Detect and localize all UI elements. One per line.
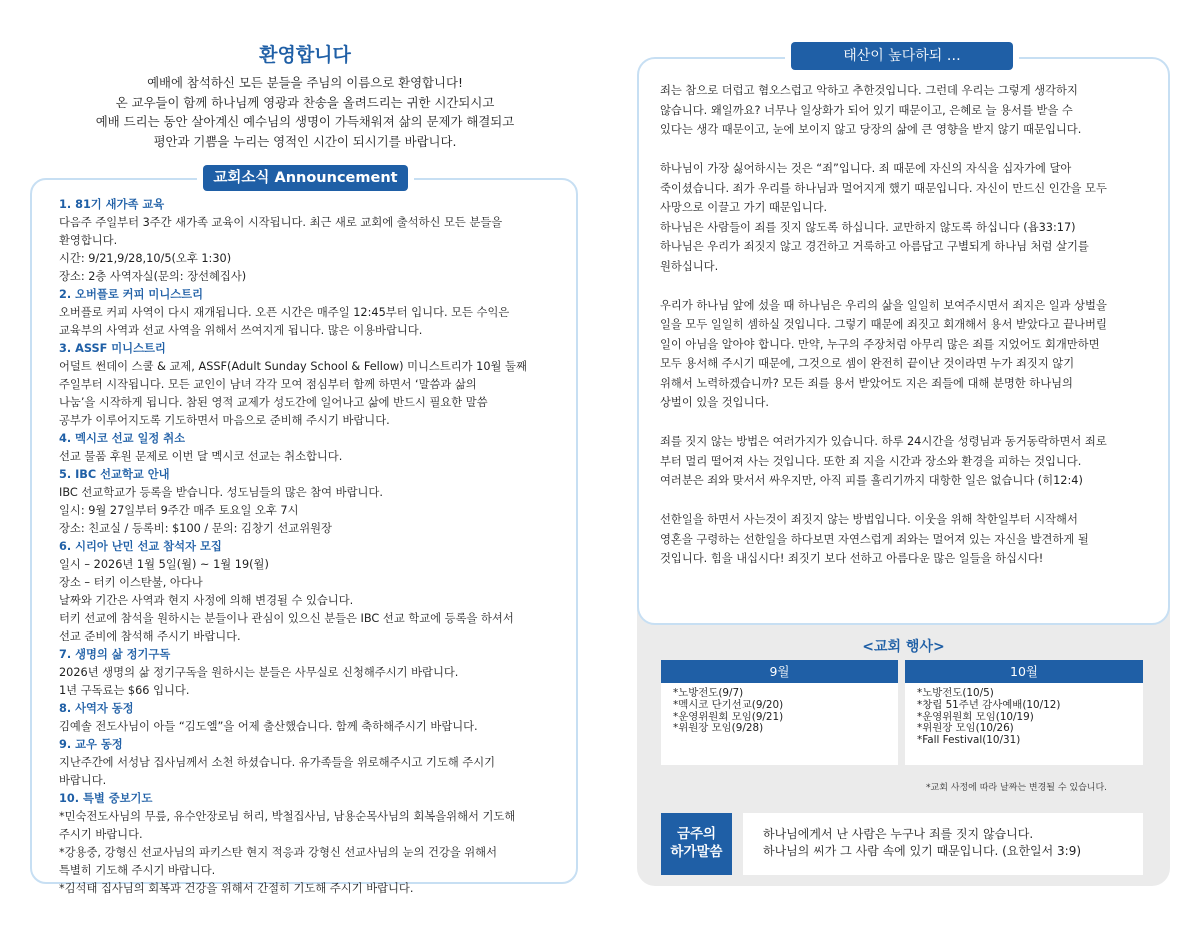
announcement-title: 8. 사역자 동정: [59, 702, 134, 715]
devotional-line: 원하십니다.: [660, 259, 719, 273]
announcement-line: *민숙전도사님의 무릎, 유수안장로님 허리, 박철집사님, 남용순목사님의 회복을위해서 기도해: [59, 810, 516, 823]
events-title: <교회 행사>: [862, 639, 945, 655]
announcement-line: 일시 – 2026년 1월 5일(월) ~ 1월 19(월): [59, 558, 269, 571]
devotional-line: 상벌이 있을 것입니다.: [660, 396, 769, 409]
devotional-line: 않습니다. 왜일까요? 너무나 일상화가 되어 있기 때문이고, 은혜로 늘 용서를 받을 수: [660, 103, 1073, 117]
announcement-line: 김예솔 전도사님이 아들 “김도엘”을 어제 출산했습니다. 함께 축하해주시기 바랍니다.: [59, 720, 478, 733]
announcement-line: 선교 물품 후원 문제로 이번 달 멕시코 선교는 취소합니다.: [59, 450, 343, 463]
announcement-line: 지난주간에 서성남 집사님께서 소천 하셨습니다. 유가족들을 위로해주시고 기도해 주시기: [59, 756, 496, 769]
welcome-line: 예배 드리는 동안 살아계신 예수님의 생명이 가득채워져 삶의 문제가 해결되고: [95, 114, 515, 129]
welcome-line: 온 교우들이 함께 하나님께 영광과 찬송을 올려드리는 귀한 시간되시고: [115, 94, 495, 110]
paragraph-gap: [660, 491, 1160, 511]
announcement-line: 어덜트 썬데이 스쿨 & 교제, ASSF(Adult Sunday School & Fellow) 미니스트리가 10월 둘째: [59, 360, 527, 373]
announcement-title: 6. 시리아 난민 선교 참석자 모집: [59, 540, 222, 553]
month-header-september: 9월: [661, 660, 898, 683]
verse-label: [661, 813, 732, 875]
verse-label-line: 하가말씀: [670, 844, 723, 860]
announcements-heading: 교회소식 Announcement: [203, 165, 408, 191]
announcement-title: 1. 81기 새가족 교육: [59, 198, 165, 211]
event-item: *운영위원회 모임(10/19): [917, 710, 1034, 723]
devotional-line: 죄를 짓지 않는 방법은 여러가지가 있습니다. 하루 24시간을 성령님과 동거동락하면서 죄로: [660, 435, 1107, 448]
announcement-line: 장소: 2층 사역자실(문의: 장선혜집사): [59, 270, 247, 283]
devotional-line: 사망으로 이끌고 가기 때문입니다.: [660, 201, 828, 214]
events-note: *교회 사정에 따라 날짜는 변경될 수 있습니다.: [926, 783, 1108, 793]
devotional-text: [660, 81, 1160, 569]
event-item: *노방전도(9/7): [673, 687, 744, 699]
verse-line: 하나님의 씨가 그 사람 속에 있기 때문입니다. (요한일서 3:9): [763, 844, 1082, 858]
devotional-line: 일을 모두 일일히 셈하실 것입니다. 그렇기 때문에 죄짓고 회개해서 용서 받았다고 끝나버릴: [660, 318, 1107, 331]
announcement-line: 다음주 주일부터 3주간 새가족 교육이 시작됩니다. 최근 새로 교회에 출석하신 모든 분들을: [59, 216, 503, 229]
welcome-line: 평안과 기쁨을 누리는 영적인 시간이 되시기를 바랍니다.: [153, 133, 457, 149]
devotional-line: 우리가 하나님 앞에 섰을 때 하나님은 우리의 삶을 일일히 보여주시면서 죄지은 일과 상벌을: [660, 298, 1107, 312]
announcement-title: 5. IBC 선교학교 안내: [59, 468, 170, 481]
devotional-line: 죄는 참으로 더럽고 혐오스럽고 악하고 추한것입니다. 그런데 우리는 그렇게 생각하지: [660, 84, 1078, 97]
announcement-title: 10. 특별 중보기도: [59, 792, 153, 805]
event-item: *멕시코 단기선교(9/20): [673, 698, 784, 711]
announcement-line: IBC 선교학교가 등록을 받습니다. 성도님들의 많은 참여 바랍니다.: [59, 486, 383, 499]
devotional-line: 하나님이 가장 싫어하시는 것은 “죄”입니다. 죄 때문에 자신의 자식을 십자가에 달아: [660, 162, 1072, 175]
welcome-title: 환영합니다: [259, 44, 351, 66]
announcement-line: 바랍니다.: [59, 774, 107, 787]
announcement-line: 장소: 친교실 / 등록비: $100 / 문의: 김창기 선교위원장: [59, 522, 332, 535]
announcement-title: 3. ASSF 미니스트리: [59, 342, 166, 355]
devotional-line: 것입니다. 힘을 내십시다! 죄짓기 보다 선하고 아름다운 많은 일들을 하십시다!: [660, 552, 1044, 565]
announcement-title: 4. 멕시코 선교 일정 취소: [59, 432, 186, 445]
devotional-line: 하나님은 우리가 죄짓지 않고 경건하고 거룩하고 아름답고 구별되게 하나님 처럼 살기를: [660, 240, 1089, 253]
announcement-line: 환영합니다.: [59, 234, 118, 247]
announcement-line: 일시: 9월 27일부터 9주간 매주 토요일 오후 7시: [59, 504, 299, 517]
verse-label-line: 금주의: [676, 826, 717, 842]
event-item: *노방전도(10/5): [917, 687, 994, 699]
october-event-list: [905, 683, 1143, 765]
announcement-line: 선교 준비에 참석해 주시기 바랍니다.: [59, 630, 241, 643]
paragraph-gap: [660, 276, 1160, 296]
devotional-line: 하나님은 사람들이 죄를 짓지 않도록 하십니다. 교만하지 않도록 하십니다 (욥33:17): [660, 220, 1076, 234]
verse-line: 하나님에게서 난 사람은 누구나 죄를 짓지 않습니다.: [763, 827, 1034, 841]
month-header-october: 10월: [905, 660, 1143, 683]
devotional-line: 모두 용서해 주시기 때문에, 그것으로 셈이 완전히 끝이난 것이라면 누가 죄짓지 않기: [660, 357, 1075, 370]
announcement-title: 7. 생명의 삶 정기구독: [59, 648, 171, 661]
announcement-line: 오버플로 커피 사역이 다시 재개됩니다. 오픈 시간은 매주일 12:45부터 입니다. 모든 수익은: [59, 306, 510, 319]
events-september: [661, 660, 898, 765]
verse-box: [743, 813, 1143, 875]
welcome-line: 예배에 참석하신 모든 분들을 주님의 이름으로 환영합니다!: [147, 75, 463, 90]
devotional-line: 죽이셨습니다. 죄가 우리를 하나님과 멀어지게 했기 때문입니다. 자신이 만드신 인간을 모두: [660, 181, 1107, 195]
devotional-line: 부터 멀리 떨어져 사는 것입니다. 또한 죄 지을 시간과 장소와 환경을 피하는 것입니다.: [660, 454, 1082, 468]
event-item: *위원장 모임(9/28): [673, 722, 764, 735]
devotional-line: 있다는 생각 때문이고, 눈에 보이지 않고 당장의 삶에 큰 영향을 받지 않기 때문입니다.: [660, 123, 1082, 136]
announcement-line: 특별히 기도해 주시기 바랍니다.: [59, 864, 216, 877]
announcement-line: 교육부의 사역과 선교 사역을 위해서 쓰여지게 됩니다. 많은 이용바랍니다.: [59, 324, 423, 337]
announcement-line: 공부가 이루어지도록 기도하면서 마음으로 준비해 주시기 바랍니다.: [59, 414, 390, 427]
devotional-line: 일이 아님을 알아야 합니다. 만약, 누구의 주장처럼 아무리 많은 죄를 지었어도 회개만하면: [660, 337, 1100, 351]
devotional-line: 영혼을 구령하는 선한일을 하다보면 자연스럽게 죄와는 멀어져 있는 자신을 발견하게 될: [660, 532, 1089, 546]
announcement-line: 터키 선교에 참석을 원하시는 분들이나 관심이 있으신 분들은 IBC 선교 학교에 등록을 하셔서: [59, 612, 514, 625]
announcement-line: 시간: 9/21,9/28,10/5(오후 1:30): [59, 252, 232, 265]
paragraph-gap: [660, 413, 1160, 433]
devotional-line: 여러분은 죄와 맞서서 싸우지만, 아직 피를 흘리기까지 대항한 일은 없습니다 (히12:4): [660, 474, 1083, 487]
announcement-line: 1년 구독료는 $66 입니다.: [59, 684, 190, 697]
announcement-title: 2. 오버플로 커피 미니스트리: [59, 288, 203, 301]
announcement-line: 나눔’을 시작하게 됩니다. 참된 영적 교제가 성도간에 일어나고 삶에 반드시 필요한 말씀: [59, 396, 488, 409]
event-item: *Fall Festival(10/31): [917, 734, 1021, 747]
welcome-section: [30, 40, 580, 151]
announcement-line: 주일부터 시작됩니다. 모든 교인이 남녀 각각 모여 점심부터 함께 하면서 ‘말씀과 삶의: [59, 378, 477, 391]
announcement-line: 주시기 바랍니다.: [59, 828, 143, 841]
announcement-line: *강용중, 강형신 선교사님의 파키스탄 현지 적응과 강형신 선교사님의 눈의 건강을 위해서: [59, 846, 498, 859]
announcements-list: [59, 196, 564, 898]
events-october: [905, 660, 1143, 765]
announcement-line: 2026년 생명의 삶 정기구독을 원하시는 분들은 사무실로 신청해주시기 바랍니다.: [59, 666, 459, 679]
devotional-line: 선한일을 하면서 사는것이 죄짓지 않는 방법입니다. 이웃을 위해 착한일부터 시작해서: [660, 513, 1078, 526]
event-item: *창립 51주년 감사예배(10/12): [917, 698, 1061, 711]
announcement-line: 장소 – 터키 이스탄불, 아다나: [59, 576, 203, 589]
event-item: *위원장 모임(10/26): [917, 722, 1014, 735]
announcement-line: *김석태 집사님의 회복과 건강을 위해서 간절히 기도해 주시기 바랍니다.: [59, 882, 414, 895]
september-event-list: [661, 683, 898, 765]
announcement-title: 9. 교우 동정: [59, 738, 123, 751]
paragraph-gap: [660, 140, 1160, 160]
devotional-heading: 태산이 높다하되 …: [791, 42, 1013, 70]
event-item: *운영위원회 모임(9/21): [673, 710, 784, 723]
devotional-line: 위해서 노력하겠습니까? 모든 죄를 용서 받았어도 지은 죄들에 대해 분명한 하나님의: [660, 376, 1073, 390]
announcement-line: 날짜와 기간은 사역과 현지 사정에 의해 변경될 수 있습니다.: [59, 594, 354, 607]
